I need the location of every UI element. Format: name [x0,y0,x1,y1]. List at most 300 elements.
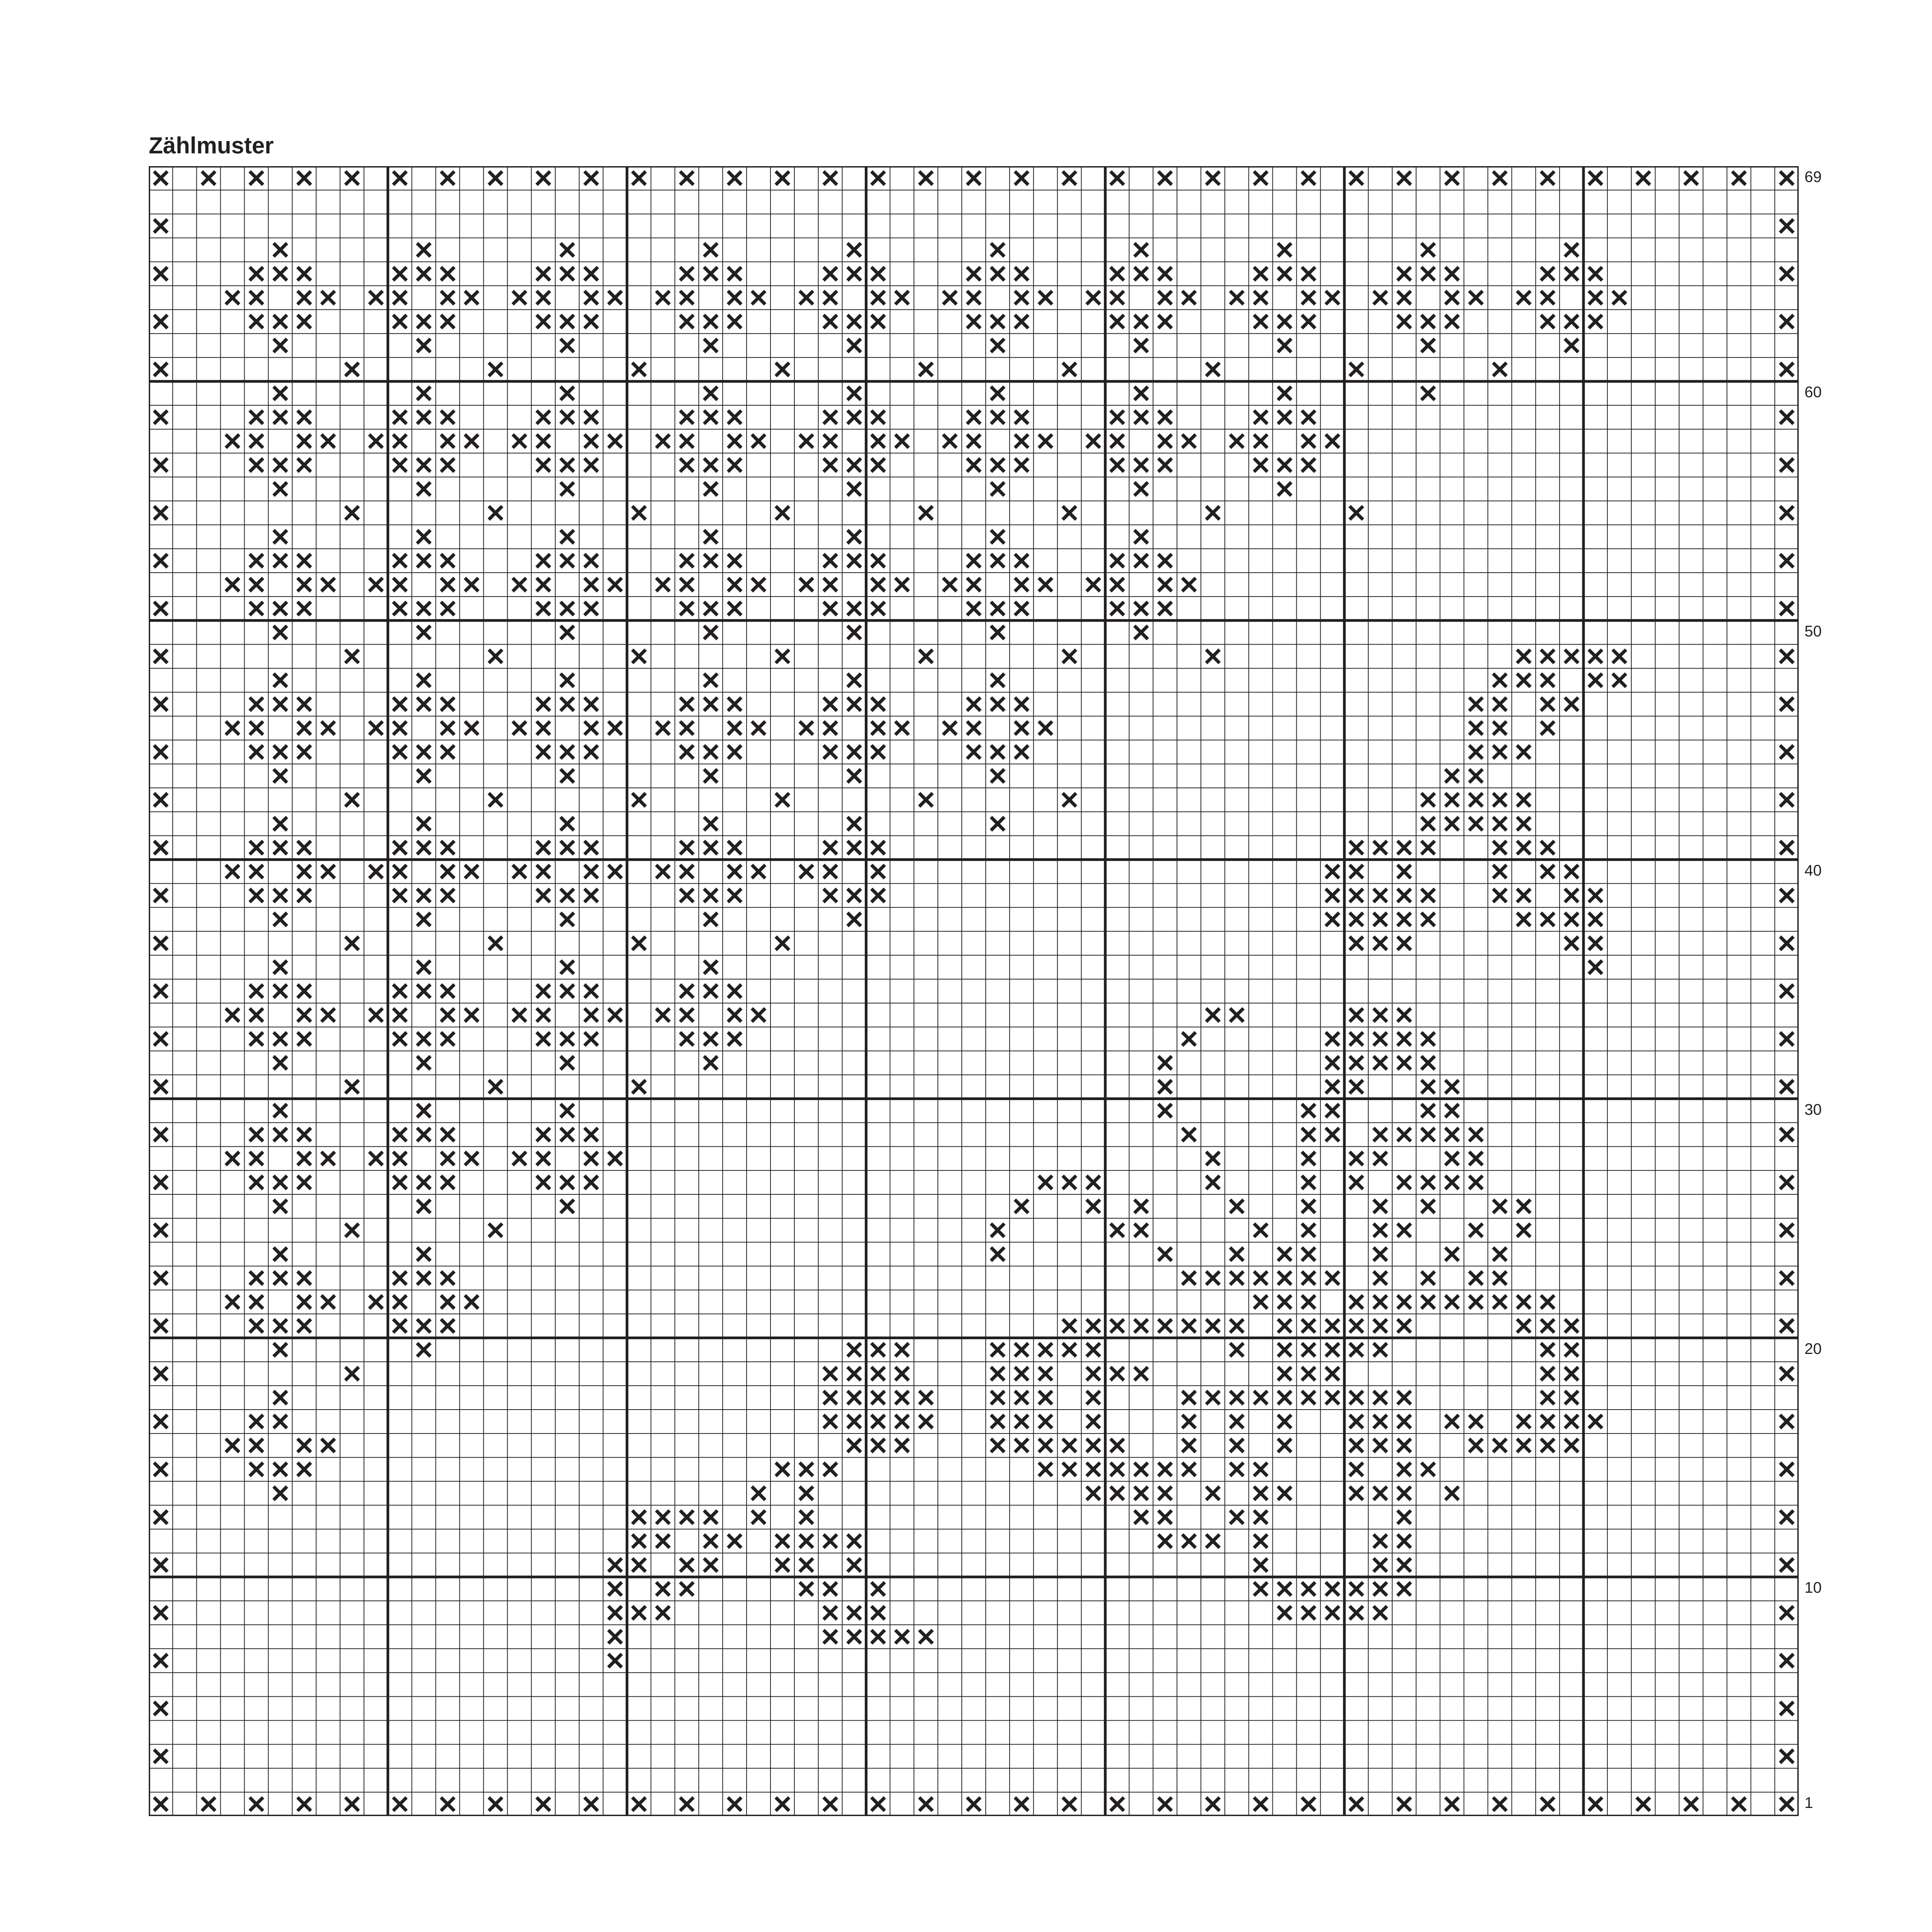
filled-cell-mark [1374,1319,1387,1333]
filled-cell-mark [776,1534,789,1548]
filled-cell-mark [608,291,622,304]
filled-cell-mark [393,578,406,592]
filled-cell-mark [1780,1080,1794,1094]
filled-cell-mark [680,697,694,711]
filled-cell-mark [823,1391,837,1405]
filled-cell-mark [847,339,861,352]
filled-cell-mark [1015,721,1028,735]
filled-cell-mark [967,721,981,735]
filled-cell-mark [752,578,765,592]
filled-cell-mark [776,1463,789,1476]
filled-cell-mark [417,1343,430,1357]
filled-cell-mark [704,315,718,328]
filled-cell-mark [154,172,168,185]
filled-cell-mark [298,1798,311,1811]
filled-cell-mark [1111,1486,1124,1500]
filled-cell-mark [656,1009,670,1022]
filled-cell-mark [1421,889,1435,902]
filled-cell-mark [585,1176,598,1189]
filled-cell-mark [274,1463,287,1476]
filled-cell-mark [250,1152,263,1165]
filled-cell-mark [1565,1391,1578,1405]
filled-cell-mark [1445,817,1459,830]
filled-cell-mark [561,1032,574,1046]
filled-cell-mark [345,1798,359,1811]
filled-cell-mark [1541,1415,1554,1429]
filled-cell-mark [585,841,598,854]
filled-cell-mark [585,1798,598,1811]
filled-cell-mark [202,1798,215,1811]
filled-cell-mark [250,865,263,878]
filled-cell-mark [1254,1271,1267,1285]
filled-cell-mark [1254,1486,1267,1500]
filled-cell-mark [1254,1558,1267,1572]
filled-cell-mark [1278,1391,1291,1405]
filled-cell-mark [632,1080,646,1094]
filled-cell-mark [537,434,550,448]
filled-cell-mark [680,1009,694,1022]
filled-cell-mark [585,985,598,998]
filled-cell-mark [1350,841,1363,854]
filled-cell-mark [1780,889,1794,902]
filled-cell-mark [823,554,837,568]
filled-cell-mark [1350,1439,1363,1452]
filled-cell-mark [1517,1439,1531,1452]
filled-cell-mark [1230,1391,1243,1405]
row-number-label: 50 [1804,622,1822,640]
filled-cell-mark [1398,937,1411,950]
filled-cell-mark [1374,841,1387,854]
filled-cell-mark [728,865,742,878]
filled-cell-mark [345,1367,359,1381]
filled-cell-mark [393,1032,406,1046]
filled-cell-mark [1398,1534,1411,1548]
filled-cell-mark [1780,1319,1794,1333]
filled-cell-mark [1087,1463,1100,1476]
filled-cell-mark [1445,769,1459,783]
filled-cell-mark [441,1176,454,1189]
filled-cell-mark [1421,1080,1435,1094]
filled-cell-mark [1445,1128,1459,1141]
filled-cell-mark [298,1271,311,1285]
filled-cell-mark [1517,1295,1531,1309]
filled-cell-mark [1350,506,1363,520]
filled-cell-mark [298,1128,311,1141]
filled-cell-mark [1134,410,1148,424]
filled-cell-mark [1182,1463,1196,1476]
filled-cell-mark [1374,1582,1387,1596]
filled-cell-mark [154,1176,168,1189]
filled-cell-mark [369,291,383,304]
filled-cell-mark [632,793,646,807]
filled-cell-mark [1278,1343,1291,1357]
filled-cell-mark [1398,1558,1411,1572]
filled-cell-mark [1398,1128,1411,1141]
filled-cell-mark [1613,650,1626,663]
filled-cell-mark [345,363,359,376]
filled-cell-mark [1134,315,1148,328]
filled-cell-mark [1230,1343,1243,1357]
filled-cell-mark [1350,889,1363,902]
filled-cell-mark [561,1104,574,1117]
filled-cell-mark [1302,291,1315,304]
filled-cell-mark [441,721,454,735]
filled-cell-mark [1087,1200,1100,1213]
filled-cell-mark [274,458,287,472]
filled-cell-mark [1158,1080,1172,1094]
filled-cell-mark [1278,1439,1291,1452]
filled-cell-mark [1445,1415,1459,1429]
filled-cell-mark [1158,1319,1172,1333]
filled-cell-mark [1111,291,1124,304]
filled-cell-mark [1326,1056,1339,1070]
filled-cell-mark [298,458,311,472]
filled-cell-mark [1469,769,1483,783]
filled-cell-mark [274,1056,287,1070]
filled-cell-mark [991,817,1005,830]
filled-cell-mark [1398,913,1411,926]
filled-cell-mark [1182,1032,1196,1046]
filled-cell-mark [871,1798,885,1811]
filled-cell-mark [1230,1009,1243,1022]
filled-cell-mark [1541,913,1554,926]
filled-cell-mark [1350,937,1363,950]
filled-cell-mark [1111,578,1124,592]
filled-cell-mark [1780,1463,1794,1476]
filled-cell-mark [441,841,454,854]
filled-cell-mark [1613,673,1626,687]
filled-cell-mark [1493,673,1507,687]
filled-cell-mark [393,458,406,472]
filled-cell-mark [1398,1224,1411,1237]
filled-cell-mark [704,985,718,998]
filled-cell-mark [561,889,574,902]
filled-cell-mark [1493,721,1507,735]
filled-cell-mark [847,769,861,783]
filled-cell-mark [680,1032,694,1046]
filled-cell-mark [1111,602,1124,616]
filled-cell-mark [776,172,789,185]
filled-cell-mark [1374,1534,1387,1548]
filled-cell-mark [298,315,311,328]
filled-cell-mark [393,1271,406,1285]
filled-cell-mark [274,1343,287,1357]
filled-cell-mark [823,1798,837,1811]
filled-cell-mark [919,650,933,663]
filled-cell-mark [1254,1510,1267,1524]
filled-cell-mark [1302,1271,1315,1285]
filled-cell-mark [369,721,383,735]
filled-cell-mark [345,1224,359,1237]
filled-cell-mark [704,745,718,759]
filled-cell-mark [823,865,837,878]
filled-cell-mark [1278,1319,1291,1333]
filled-cell-mark [1469,793,1483,807]
filled-cell-mark [1469,1271,1483,1285]
filled-cell-mark [871,172,885,185]
filled-cell-mark [1302,410,1315,424]
filled-cell-mark [393,172,406,185]
filled-cell-mark [1374,937,1387,950]
filled-cell-mark [441,1128,454,1141]
filled-cell-mark [561,961,574,974]
filled-cell-mark [1374,1343,1387,1357]
filled-cell-mark [632,1558,646,1572]
filled-cell-mark [704,554,718,568]
filled-cell-mark [1254,1295,1267,1309]
filled-cell-mark [1278,458,1291,472]
filled-cell-mark [752,434,765,448]
filled-cell-mark [991,1247,1005,1261]
filled-cell-mark [1780,602,1794,616]
filled-cell-mark [250,1415,263,1429]
filled-cell-mark [1589,913,1602,926]
filled-cell-mark [1302,1295,1315,1309]
filled-cell-mark [250,1439,263,1452]
filled-cell-mark [1445,1176,1459,1189]
filled-cell-mark [250,1009,263,1022]
filled-cell-mark [728,602,742,616]
filled-cell-mark [1541,315,1554,328]
filled-cell-mark [274,745,287,759]
filled-cell-mark [202,172,215,185]
filled-cell-mark [776,1558,789,1572]
filled-cell-mark [1158,1534,1172,1548]
filled-cell-mark [1493,1200,1507,1213]
filled-cell-mark [489,937,502,950]
filled-cell-mark [226,865,239,878]
filled-cell-mark [417,985,430,998]
filled-cell-mark [441,1271,454,1285]
filled-cell-mark [298,267,311,281]
filled-cell-mark [226,1439,239,1452]
filled-cell-mark [656,1510,670,1524]
filled-cell-mark [1517,913,1531,926]
filled-cell-mark [1445,1798,1459,1811]
filled-cell-mark [871,1367,885,1381]
filled-cell-mark [1326,913,1339,926]
filled-cell-mark [1302,458,1315,472]
filled-cell-mark [1374,1009,1387,1022]
filled-cell-mark [1134,554,1148,568]
filled-cell-mark [537,315,550,328]
filled-cell-mark [1636,1798,1650,1811]
filled-cell-mark [154,1702,168,1715]
filled-cell-mark [728,267,742,281]
filled-cell-mark [154,1319,168,1333]
filled-cell-mark [847,841,861,854]
filled-cell-mark [154,1750,168,1763]
filled-cell-mark [393,315,406,328]
filled-cell-mark [537,1176,550,1189]
filled-cell-mark [298,1319,311,1333]
filled-cell-mark [967,291,981,304]
filled-cell-mark [1087,1343,1100,1357]
filled-cell-mark [1158,1056,1172,1070]
filled-cell-mark [465,865,478,878]
filled-cell-mark [1374,1295,1387,1309]
filled-cell-mark [585,721,598,735]
filled-cell-mark [847,626,861,639]
filled-cell-mark [417,1176,430,1189]
filled-cell-mark [1398,172,1411,185]
filled-cell-mark [1780,1702,1794,1715]
filled-cell-mark [1445,1152,1459,1165]
filled-cell-mark [537,1152,550,1165]
filled-cell-mark [441,745,454,759]
filled-cell-mark [417,769,430,783]
filled-cell-mark [991,410,1005,424]
filled-cell-mark [1684,172,1698,185]
filled-cell-mark [1015,267,1028,281]
filled-cell-mark [274,243,287,257]
filled-cell-mark [967,410,981,424]
filled-cell-mark [871,578,885,592]
filled-cell-mark [321,1009,335,1022]
filled-cell-mark [871,1439,885,1452]
filled-cell-mark [154,1128,168,1141]
filled-cell-mark [1230,1319,1243,1333]
filled-cell-mark [1326,434,1339,448]
filled-cell-mark [154,458,168,472]
filled-cell-mark [441,1319,454,1333]
filled-cell-mark [776,937,789,950]
filled-cell-mark [1206,1798,1220,1811]
filled-cell-mark [417,530,430,544]
filled-cell-mark [1780,410,1794,424]
filled-cell-mark [823,841,837,854]
filled-cell-mark [1541,267,1554,281]
filled-cell-mark [1517,1224,1531,1237]
filled-cell-mark [1445,1295,1459,1309]
filled-cell-mark [871,1391,885,1405]
filled-cell-mark [847,889,861,902]
filled-cell-mark [991,1343,1005,1357]
filled-cell-mark [274,315,287,328]
filled-cell-mark [1230,1415,1243,1429]
filled-cell-mark [728,172,742,185]
filled-cell-mark [1015,1343,1028,1357]
filled-cell-mark [321,1152,335,1165]
filled-cell-mark [441,1152,454,1165]
filled-cell-mark [632,937,646,950]
filled-cell-mark [1374,1224,1387,1237]
filled-cell-mark [1254,267,1267,281]
filled-cell-mark [537,578,550,592]
filled-cell-mark [1302,1606,1315,1620]
filled-cell-mark [441,315,454,328]
filled-cell-mark [1326,1343,1339,1357]
filled-cell-mark [1087,1415,1100,1429]
filled-cell-mark [776,363,789,376]
filled-cell-mark [154,1080,168,1094]
filled-cell-mark [1278,339,1291,352]
filled-cell-mark [561,626,574,639]
filled-cell-mark [1302,1247,1315,1261]
filled-cell-mark [585,1009,598,1022]
filled-cell-mark [1589,650,1602,663]
filled-cell-mark [704,841,718,854]
filled-cell-mark [1421,1271,1435,1285]
filled-cell-mark [561,769,574,783]
filled-cell-mark [321,291,335,304]
filled-cell-mark [585,865,598,878]
filled-cell-mark [680,1798,694,1811]
filled-cell-mark [393,602,406,616]
filled-cell-mark [1182,1415,1196,1429]
filled-cell-mark [1421,1200,1435,1213]
filled-cell-mark [1493,697,1507,711]
filled-cell-mark [967,315,981,328]
filled-cell-mark [1278,482,1291,496]
row-number-label: 30 [1804,1101,1822,1118]
filled-cell-mark [1541,721,1554,735]
filled-cell-mark [1732,1798,1746,1811]
filled-cell-mark [1541,1319,1554,1333]
filled-cell-mark [847,1558,861,1572]
filled-cell-mark [537,889,550,902]
filled-cell-mark [1398,291,1411,304]
filled-cell-mark [1326,1032,1339,1046]
filled-cell-mark [537,1009,550,1022]
filled-cell-mark [1302,1798,1315,1811]
filled-cell-mark [250,315,263,328]
filled-cell-mark [1302,172,1315,185]
filled-cell-mark [704,387,718,400]
filled-cell-mark [465,1295,478,1309]
filled-cell-mark [871,697,885,711]
filled-cell-mark [537,721,550,735]
filled-cell-mark [895,1391,909,1405]
filled-cell-mark [991,243,1005,257]
filled-cell-mark [1230,434,1243,448]
filled-cell-mark [274,1104,287,1117]
filled-cell-mark [1039,434,1052,448]
filled-cell-mark [1613,291,1626,304]
filled-cell-mark [704,697,718,711]
filled-cell-mark [1350,1009,1363,1022]
filled-cell-mark [1398,1391,1411,1405]
filled-cell-mark [680,721,694,735]
filled-cell-mark [274,673,287,687]
filled-cell-mark [1780,267,1794,281]
filled-cell-mark [154,1032,168,1046]
filled-cell-mark [465,434,478,448]
filled-cell-mark [895,434,909,448]
filled-cell-mark [1158,578,1172,592]
filled-cell-mark [752,291,765,304]
filled-cell-mark [1134,1463,1148,1476]
filled-cell-mark [1230,1247,1243,1261]
filled-cell-mark [1158,434,1172,448]
filled-cell-mark [345,650,359,663]
filled-cell-mark [823,1606,837,1620]
filled-cell-mark [1421,817,1435,830]
filled-cell-mark [465,721,478,735]
filled-cell-mark [1493,889,1507,902]
filled-cell-mark [154,841,168,854]
filled-cell-mark [1182,1534,1196,1548]
filled-cell-mark [1230,1463,1243,1476]
filled-cell-mark [1421,1295,1435,1309]
filled-cell-mark [1111,1439,1124,1452]
filled-cell-mark [919,1415,933,1429]
filled-cell-mark [1278,315,1291,328]
filled-cell-mark [1398,1463,1411,1476]
filled-cell-mark [1111,1319,1124,1333]
filled-cell-mark [1206,1319,1220,1333]
filled-cell-mark [298,578,311,592]
